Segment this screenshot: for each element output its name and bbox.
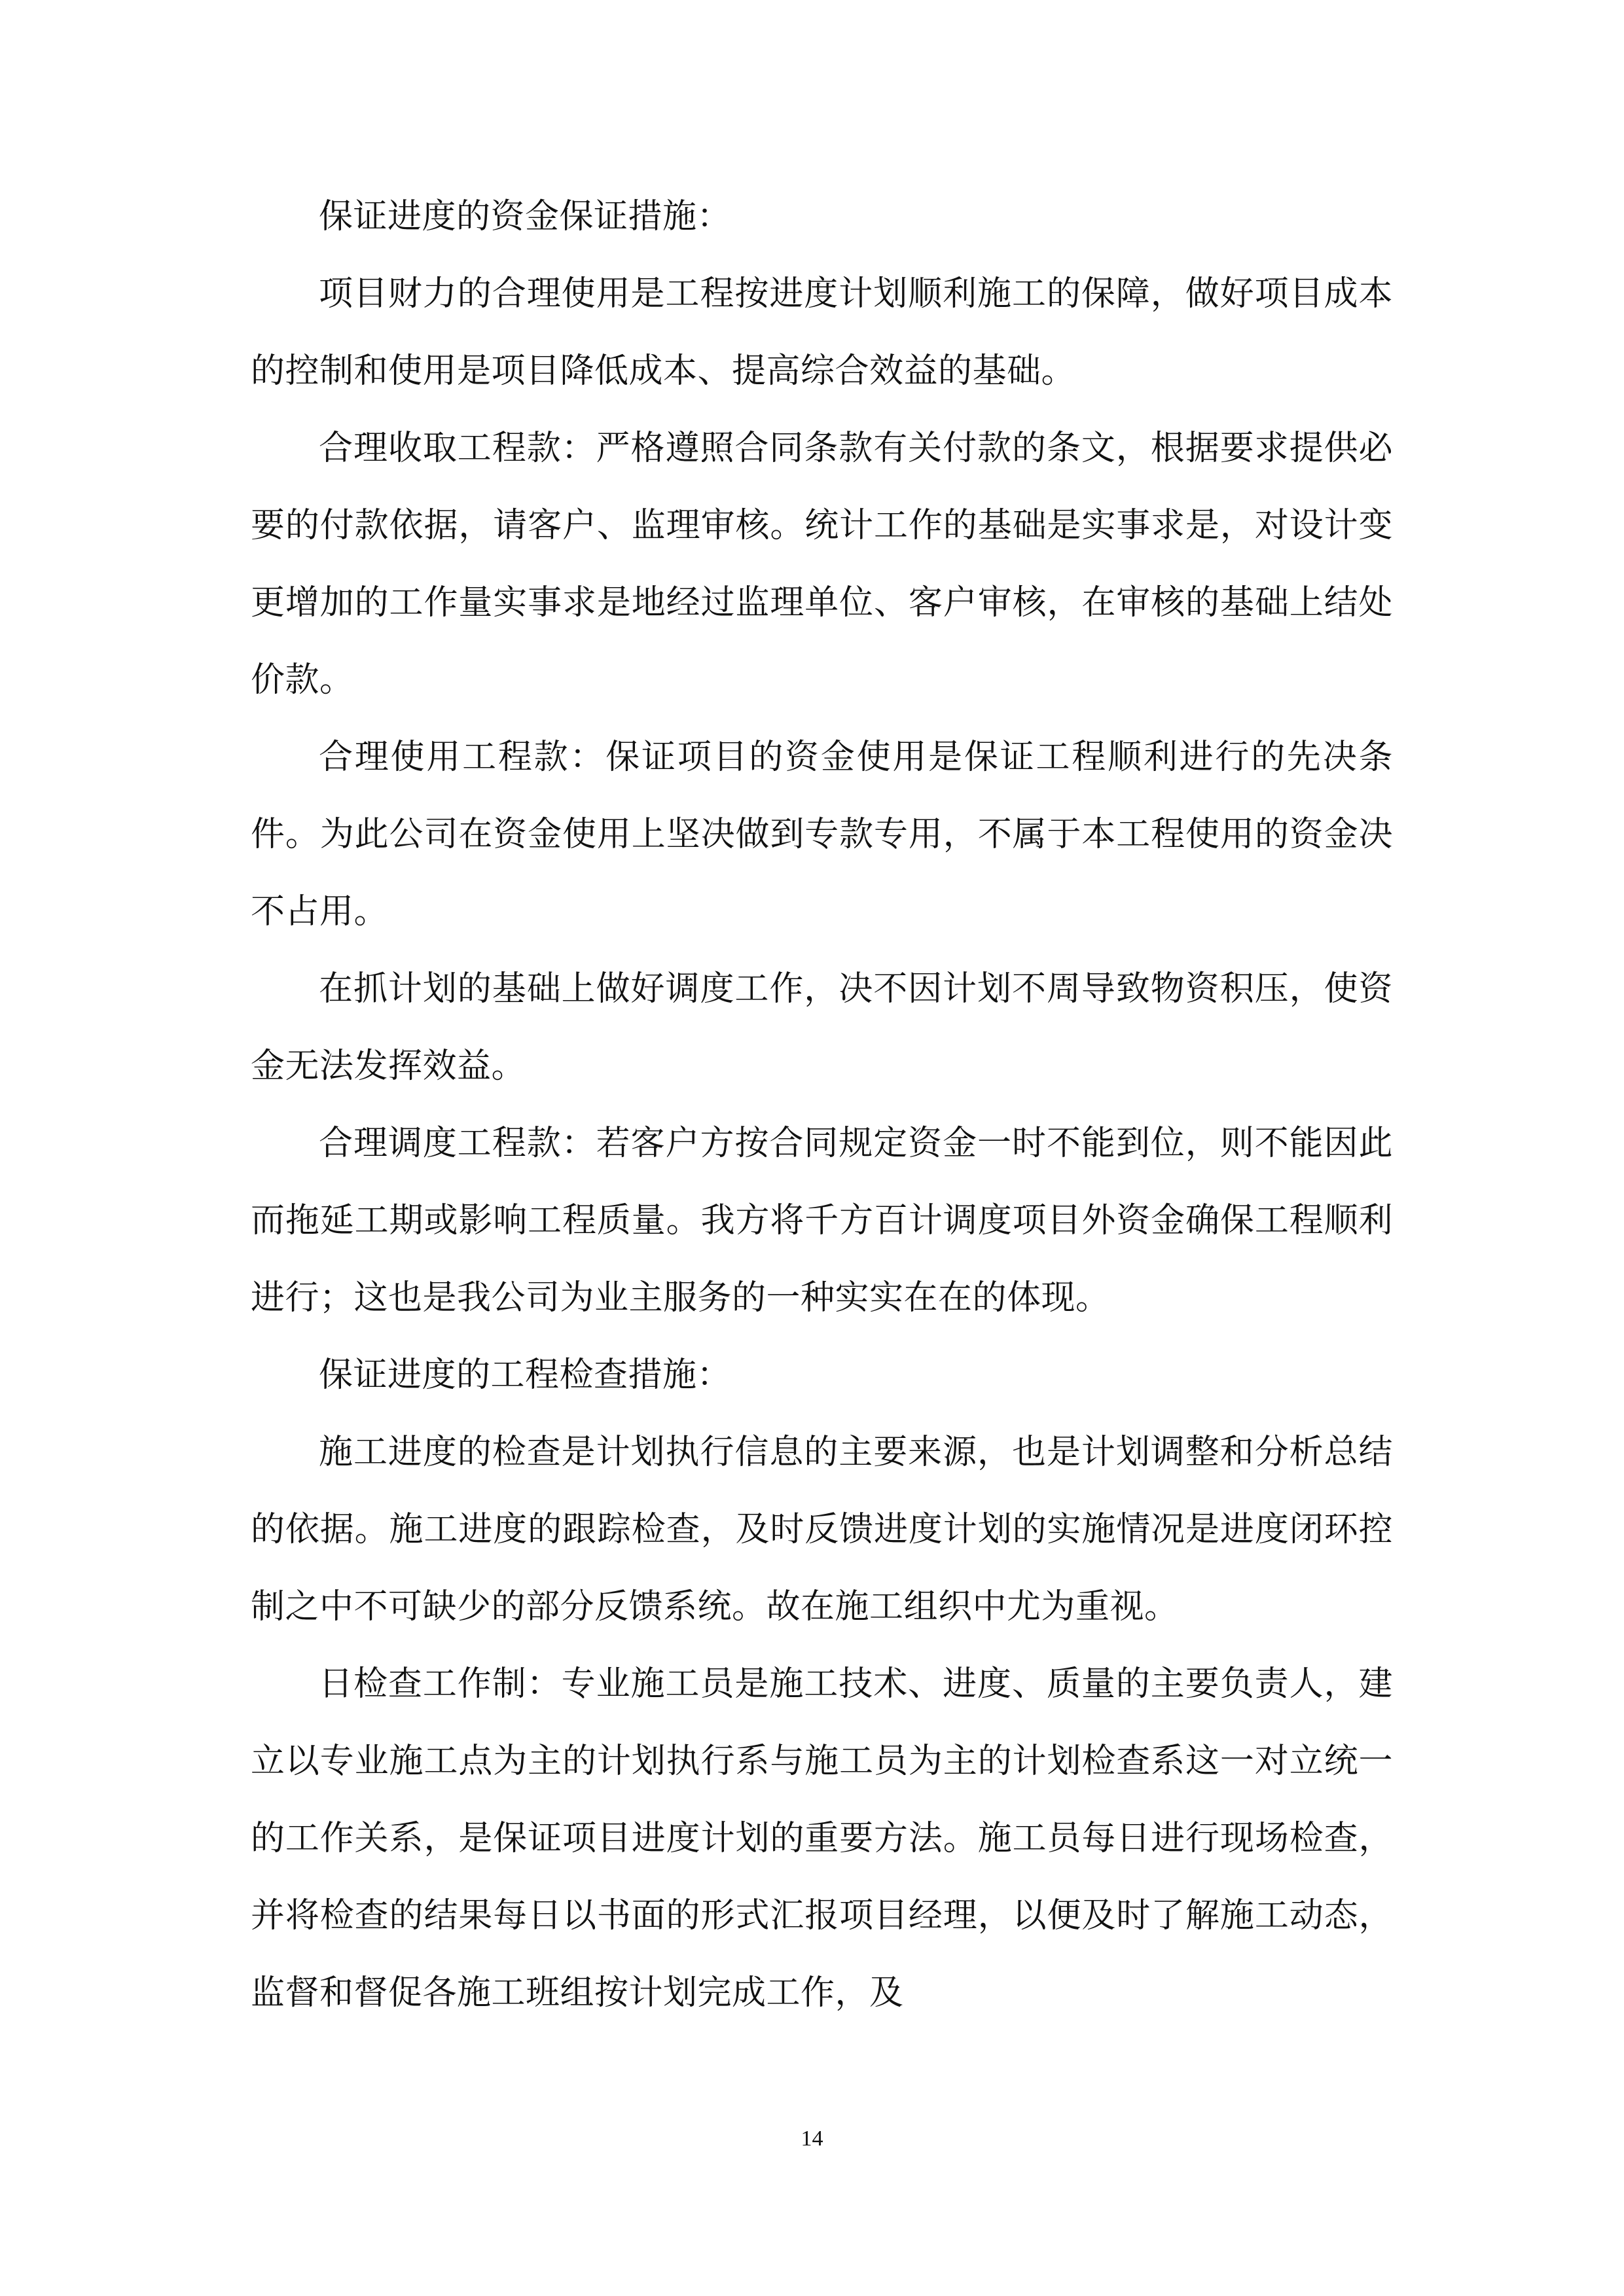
- page-number: 14: [801, 2126, 823, 2151]
- paragraph-scheduling: 在抓计划的基础上做好调度工作，决不因计划不周导致物资积压，使资金无法发挥效益。: [251, 969, 1393, 1086]
- paragraph-progress-inspection: 施工进度的检查是计划执行信息的主要来源，也是计划调整和分析总结的依据。施工进度的跟踪检查，及时反馈进度计划的实施情况是进度闭环控制之中不可缺少的部分反馈系统。故在施工组织中尤为重视。: [251, 1433, 1393, 1626]
- paragraph-collect-payment: 合理收取工程款：严格遵照合同条款有关付款的条文，根据要求提供必要的付款依据，请客户、监理审核。统计工作的基础是实事求是，对设计变更增加的工作量实事求是地经过监理单位、客户审核，在审核的基础上结处价款。: [251, 429, 1393, 700]
- paragraph-inspection-measures-heading: 保证进度的工程检查措施：: [319, 1355, 732, 1395]
- paragraph-funding-measures-heading: 保证进度的资金保证措施：: [319, 197, 732, 236]
- paragraph-dispatch-payment: 合理调度工程款：若客户方按合同规定资金一时不能到位，则不能因此而拖延工期或影响工程质量。我方将千方百计调度项目外资金确保工程顺利进行；这也是我公司为业主服务的一种实实在在的体现。: [251, 1124, 1393, 1318]
- body-text: [251, 178, 1393, 2032]
- paragraph-daily-inspection: 日检查工作制：专业施工员是施工技术、进度、质量的主要负责人，建立以专业施工点为主的计划执行系与施工员为主的计划检查系这一对立统一的工作关系，是保证项目进度计划的重要方法。施工员每日进行现场检查，并将检查的结果每日以书面的形式汇报项目经理，以便及时了解施工动态，监督和督促各施工班组按计划完成工作，及: [251, 1664, 1393, 2013]
- paragraph-financial-use: 项目财力的合理使用是工程按进度计划顺利施工的保障，做好项目成本的控制和使用是项目降低成本、提高综合效益的基础。: [251, 274, 1393, 391]
- paragraph-use-payment: 合理使用工程款：保证项目的资金使用是保证工程顺利进行的先决条件。为此公司在资金使用上坚决做到专款专用，不属于本工程使用的资金决不占用。: [251, 738, 1393, 931]
